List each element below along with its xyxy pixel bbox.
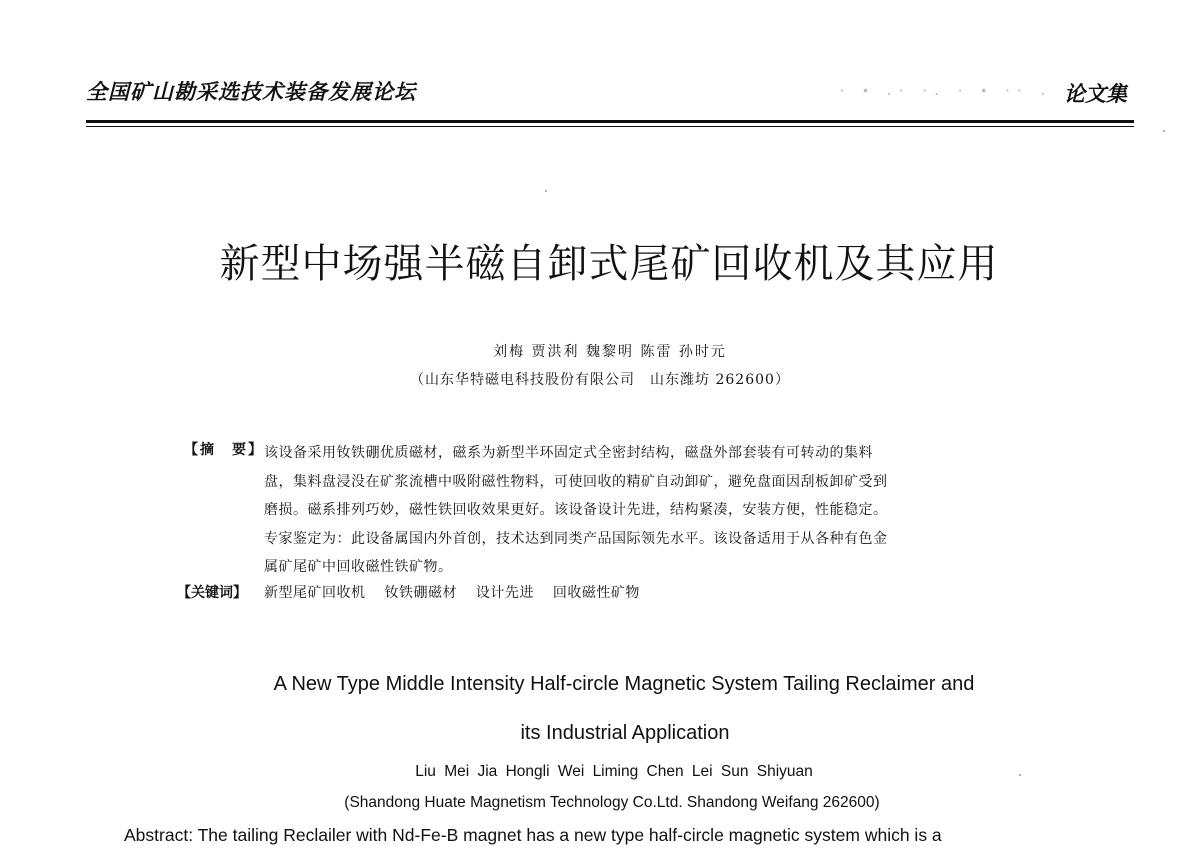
- english-affiliation: (Shandong Huate Magnetism Technology Co.Ltd. Shandong Weifang 262600): [344, 794, 880, 811]
- abstract-line: 磨损。磁系排列巧妙，磁性铁回收效果更好。该设备设计先进，结构紧凑，安装方便，性能稳定。: [264, 502, 888, 518]
- keyword: 新型尾矿回收机: [264, 585, 366, 601]
- english-abstract: [80, 823, 1140, 847]
- abstract-line: 专家鉴定为：此设备属国内外首创，技术达到同类产品国际领先水平。该设备适用于从各种有色金: [264, 530, 888, 547]
- english-abstract-label: Abstract:: [124, 825, 194, 845]
- header-rule-thin: [86, 126, 1134, 127]
- keywords-label: 【关键词】: [177, 585, 247, 601]
- abstract-body: [264, 439, 1034, 582]
- scan-speck: [1163, 130, 1165, 132]
- paper-title: 新型中场强半磁自卸式尾矿回收机及其应用: [219, 241, 999, 287]
- author-list: 刘梅 贾洪利 魏黎明 陈雷 孙时元: [493, 344, 727, 360]
- abstract-line: 属矿尾矿中回收磁性铁矿物。: [264, 559, 453, 575]
- abstract-line: 盘，集料盘浸没在矿浆流槽中吸附磁性物料，可使回收的精矿自动卸矿，避免盘面因刮板卸矿受到: [264, 473, 888, 490]
- abstract-label: 【摘 要】: [184, 442, 264, 458]
- keyword: 设计先进: [475, 585, 534, 601]
- english-title-line-1: A New Type Middle Intensity Half-circle Magnetic System Tailing Reclaimer and: [273, 673, 975, 695]
- scan-speck: [545, 190, 547, 192]
- running-header-right: 论文集: [1064, 82, 1127, 106]
- english-title-line-2: its Industrial Application: [520, 722, 730, 744]
- affiliation: （山东华特磁电科技股份有限公司 山东潍坊 262600）: [410, 372, 790, 388]
- keyword: 回收磁性矿物: [552, 585, 640, 601]
- abstract-line: 该设备采用钕铁硼优质磁材，磁系为新型半环固定式全密封结构，磁盘外部套装有可转动的集料: [264, 445, 873, 461]
- running-header-left: 全国矿山勘采选技术装备发展论坛: [86, 80, 416, 104]
- keywords: [264, 582, 654, 602]
- header-rule: [86, 120, 1134, 123]
- english-author-list: Liu Mei Jia Hongli Wei Liming Chen Lei Sun Shiyuan: [415, 763, 813, 780]
- keyword: 钕铁硼磁材: [384, 585, 457, 601]
- scan-noise: · ∙ .· ·. · ∙ ·· .: [838, 84, 1051, 99]
- english-abstract-text: The tailing Reclailer with Nd-Fe-B magnet has a new type half-circle magnetic system which is a: [197, 825, 942, 845]
